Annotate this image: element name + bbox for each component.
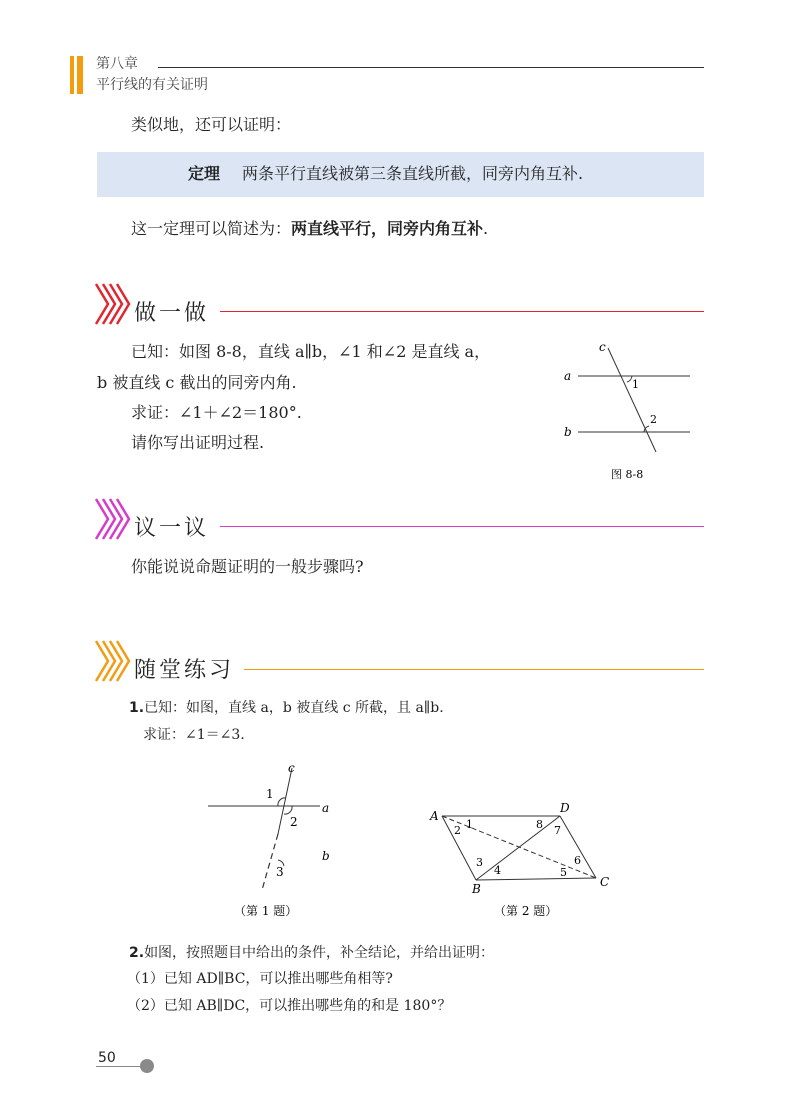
header-bar <box>70 56 85 94</box>
fig2-caption: （第 2 题） <box>494 904 558 918</box>
fig1-num-3: 3 <box>276 865 284 879</box>
q1-number: 1. <box>129 700 145 716</box>
fig88-line-c <box>608 348 656 452</box>
page-number: 50 <box>98 1050 116 1066</box>
fig2-n5: 5 <box>560 866 567 879</box>
fig2-A: A <box>430 809 439 823</box>
q1-text: 已知：如图，直线 a，b 被直线 c 所截，且 a∥b. <box>144 700 444 716</box>
section-do-title: 做一做 <box>134 301 210 326</box>
fig1-label-a: a <box>322 801 330 815</box>
fig2-D: D <box>560 801 570 815</box>
header-rule <box>158 67 704 68</box>
fig88-label-a: a <box>564 369 572 383</box>
fig2-B: B <box>472 882 481 896</box>
fig2-n8: 8 <box>536 818 543 831</box>
intro-text: 类似地，还可以证明： <box>131 115 292 134</box>
figure-8-8 <box>556 336 706 486</box>
q2-sub-2: （2）已知 AB∥DC，可以推出哪些角的和是 180°？ <box>127 998 452 1014</box>
chapter-number: 第八章 <box>96 56 138 72</box>
summary-text <box>131 219 488 238</box>
summary-bold: 两直线平行，同旁内角互补 <box>291 219 484 238</box>
q2-seg-BC <box>476 878 596 880</box>
section-do-rule <box>220 311 704 312</box>
section-practice-chevron-icon <box>94 639 134 683</box>
q2-number: 2. <box>129 945 145 961</box>
do-line-2: b 被直线 c 截出的同旁内角. <box>97 373 297 392</box>
q2-line-1 <box>129 945 494 962</box>
do-line-3: 求证：∠1＋∠2＝180°. <box>131 403 302 422</box>
fig2-n2: 2 <box>454 824 461 837</box>
section-discuss-rule <box>220 526 704 527</box>
fig88-caption: 图 8-8 <box>611 468 644 481</box>
fig1-caption: （第 1 题） <box>234 904 298 918</box>
q2-sub-1: （1）已知 AD∥BC，可以推出哪些角相等? <box>127 971 393 987</box>
fig1-label-b: b <box>322 849 330 863</box>
q1-angle2-arc <box>284 806 292 814</box>
fig88-angle-1: 1 <box>632 378 639 391</box>
section-discuss-chevron-icon <box>94 497 134 541</box>
fig88-label-c: c <box>599 340 606 354</box>
section-do-chevron-icon <box>94 282 134 326</box>
q2-seg-BD <box>476 816 560 880</box>
section-practice-rule <box>244 669 704 670</box>
fig2-n1: 1 <box>466 818 473 831</box>
theorem-box <box>97 152 704 197</box>
fig2-C: C <box>600 875 610 889</box>
fig2-n7: 7 <box>554 824 561 837</box>
fig88-label-b: b <box>564 425 572 439</box>
fig2-n6: 6 <box>574 854 581 867</box>
figure-q1 <box>200 760 350 920</box>
fig1-num-1: 1 <box>266 787 274 801</box>
theorem-text: 两条平行直线被第三条直线所截，同旁内角互补. <box>242 164 584 183</box>
summary-prefix: 这一定理可以简述为： <box>131 219 292 238</box>
q1-line-c-dashed <box>262 834 278 890</box>
footer-rule <box>96 1066 144 1067</box>
section-discuss-title: 议一议 <box>134 516 210 541</box>
q1-line-1 <box>129 700 444 717</box>
fig1-label-c: c <box>288 761 295 775</box>
footer-dot <box>140 1059 154 1073</box>
figure-q2 <box>420 800 620 920</box>
chapter-title: 平行线的有关证明 <box>96 77 208 93</box>
section-practice-title: 随堂练习 <box>134 658 235 683</box>
fig1-num-2: 2 <box>290 815 298 829</box>
theorem-label: 定理 <box>188 164 221 183</box>
do-line-1: 已知：如图 8-8，直线 a∥b，∠1 和∠2 是直线 a， <box>131 342 491 361</box>
q1-line-2: 求证：∠1＝∠3. <box>143 727 245 743</box>
fig2-n3: 3 <box>476 856 483 869</box>
q2-text: 如图，按照题目中给出的条件，补全结论，并给出证明： <box>144 945 495 961</box>
do-line-4: 请你写出证明过程. <box>131 433 265 452</box>
summary-suffix: . <box>483 219 489 238</box>
discuss-text: 你能说说命题证明的一般步骤吗? <box>131 557 364 576</box>
fig2-n4: 4 <box>494 864 501 877</box>
fig88-angle-2: 2 <box>650 413 657 426</box>
